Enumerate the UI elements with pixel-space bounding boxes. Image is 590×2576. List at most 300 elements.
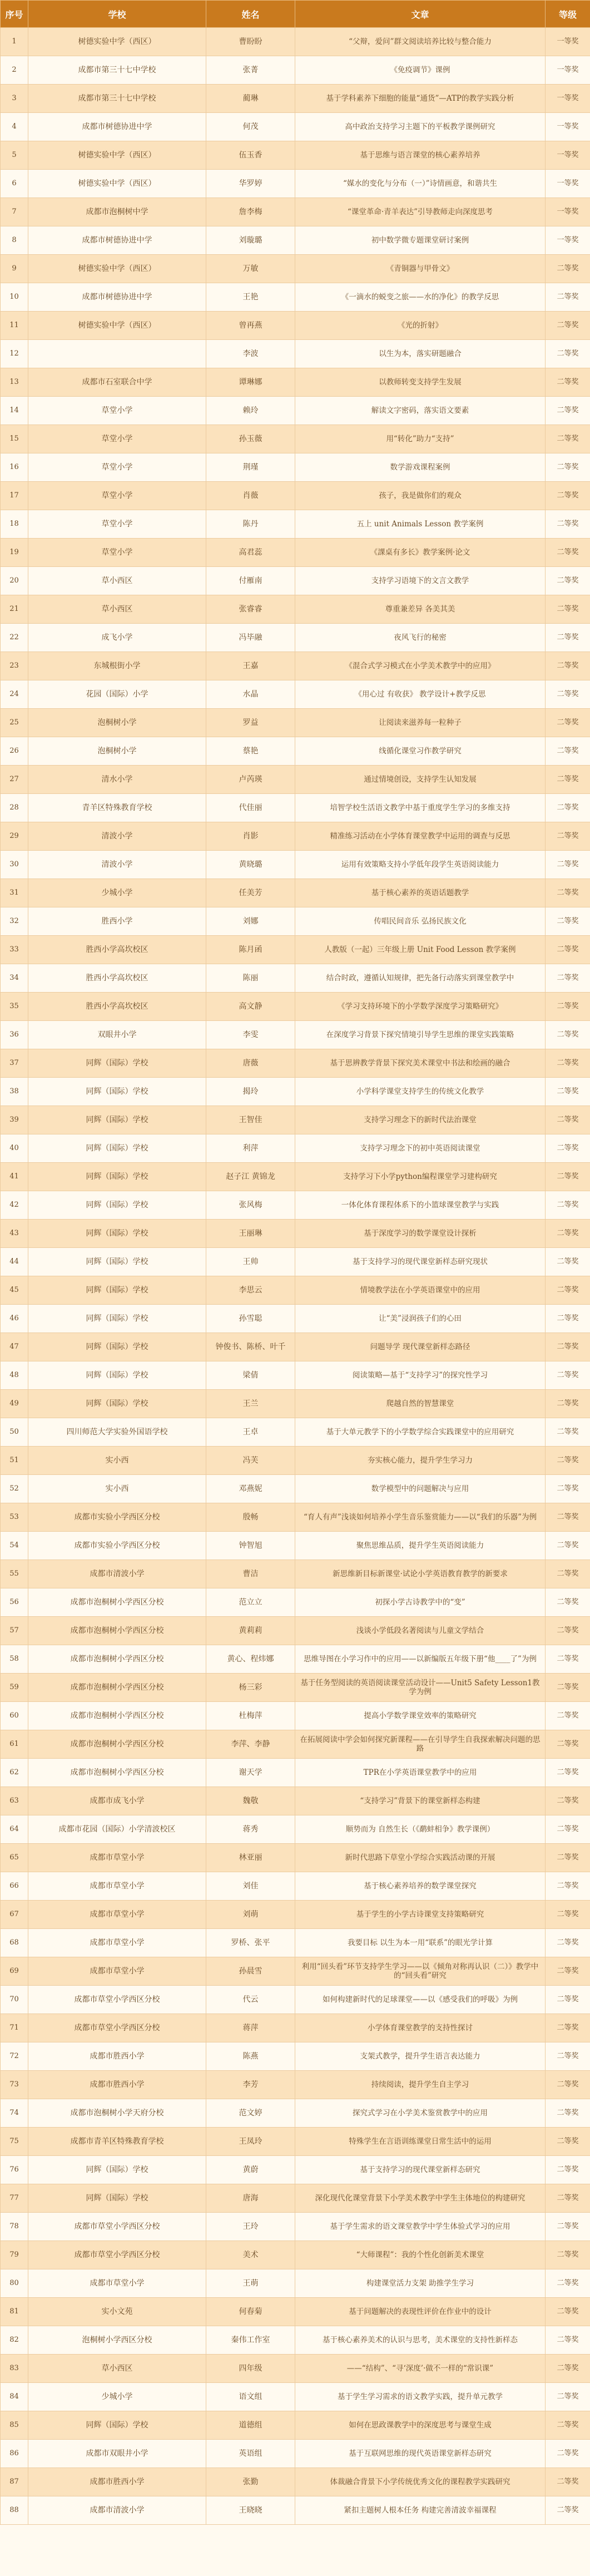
school-name: 成都市第三十七中学校 — [28, 56, 206, 85]
table-row — [1, 2440, 590, 2468]
person-name: 王智佳 — [206, 1106, 295, 1134]
table-row — [1, 851, 590, 879]
person-name: 万敏 — [206, 255, 295, 283]
row-number: 43 — [1, 1220, 28, 1248]
person-name: 王艳 — [206, 283, 295, 312]
award-level: 二等奖 — [546, 1787, 590, 1815]
table-row — [1, 1276, 590, 1305]
row-number: 17 — [1, 482, 28, 510]
school-name: 草堂小学 — [28, 510, 206, 539]
row-number: 29 — [1, 822, 28, 851]
header-school: 学校 — [28, 1, 206, 28]
school-name: 成都市花园（国际）小学清波校区 — [28, 1815, 206, 1844]
row-number: 60 — [1, 1702, 28, 1730]
table-row — [1, 2156, 590, 2184]
person-name: 王玲 — [206, 2213, 295, 2241]
school-name: 泡桐树小学 — [28, 737, 206, 766]
table-row — [1, 368, 590, 397]
table-row — [1, 510, 590, 539]
row-number: 16 — [1, 453, 28, 482]
school-name: 成都市草堂小学西区分校 — [28, 1986, 206, 2014]
award-level: 二等奖 — [546, 1730, 590, 1759]
person-name: 肖影 — [206, 822, 295, 851]
row-number: 36 — [1, 1021, 28, 1049]
person-name: 孙雪聪 — [206, 1305, 295, 1333]
table-row — [1, 1447, 590, 1475]
award-level: 二等奖 — [546, 2269, 590, 2298]
table-row — [1, 2468, 590, 2496]
school-name: 成都市草堂小学 — [28, 1929, 206, 1957]
article-title: 精准练习活动在小学体育课堂教学中运用的调查与反思 — [295, 822, 546, 851]
article-title: 以教师转变支持学生发展 — [295, 368, 546, 397]
person-name: 伍玉香 — [206, 141, 295, 170]
table-row — [1, 2128, 590, 2156]
article-title: 深化现代化课堂背景下小学美术教学中学生主体地位的构建研究 — [295, 2184, 546, 2213]
person-name: 李萍、李静 — [206, 1730, 295, 1759]
award-level: 二等奖 — [546, 595, 590, 624]
table-row — [1, 2042, 590, 2071]
person-name: 王帅 — [206, 1248, 295, 1276]
school-name: 同辉（国际）学校 — [28, 1106, 206, 1134]
school-name: 同辉（国际）学校 — [28, 1305, 206, 1333]
row-number: 25 — [1, 709, 28, 737]
table-row — [1, 1078, 590, 1106]
table-row — [1, 1503, 590, 1532]
article-title: 如何构建新时代的足球课堂——以《感受我们的呼吸》为例 — [295, 1986, 546, 2014]
person-name: 王丽琳 — [206, 1220, 295, 1248]
school-name: 成都市树德协进中学 — [28, 226, 206, 255]
row-number: 12 — [1, 340, 28, 368]
person-name: 钟智旭 — [206, 1532, 295, 1560]
article-title: 基于思辨教学背景下探究美术课堂中书法和绘画的融合 — [295, 1049, 546, 1078]
award-level: 二等奖 — [546, 1986, 590, 2014]
article-title: 基于思维与语言课堂的核心素养培养 — [295, 141, 546, 170]
row-number: 66 — [1, 1872, 28, 1901]
table-row — [1, 1674, 590, 1702]
school-name: 成都市成飞小学 — [28, 1787, 206, 1815]
article-title: 《学习支持环境下的小学数学深度学习策略研究》 — [295, 993, 546, 1021]
school-name: 青羊区特殊教育学校 — [28, 794, 206, 822]
school-name: 树德实验中学（西区） — [28, 28, 206, 56]
row-number: 87 — [1, 2468, 28, 2496]
person-name: 蒋萍 — [206, 2014, 295, 2042]
article-title: 思维导图在小学习作中的应用——以新编版五年级下册“他____了”为例 — [295, 1645, 546, 1674]
table-row — [1, 198, 590, 226]
award-level: 二等奖 — [546, 340, 590, 368]
person-name: 王兰 — [206, 1390, 295, 1418]
award-level: 二等奖 — [546, 936, 590, 964]
table-row — [1, 1702, 590, 1730]
award-level: 二等奖 — [546, 453, 590, 482]
school-name: 同辉（国际）学校 — [28, 1163, 206, 1191]
school-name: 草堂小学 — [28, 482, 206, 510]
award-level: 二等奖 — [546, 2298, 590, 2326]
table-row — [1, 2298, 590, 2326]
article-title: “育人有声”浅谈如何培养小学生音乐鉴赏能力——以“我们的乐器”为例 — [295, 1503, 546, 1532]
article-title: 问题导学 现代课堂新样态路径 — [295, 1333, 546, 1361]
article-title: 尊重兼差异 各美其美 — [295, 595, 546, 624]
article-title: 基于核心素养培养的数学课堂探究 — [295, 1872, 546, 1901]
person-name: 秦伟工作室 — [206, 2326, 295, 2355]
school-name: 成都市泡桐树小学西区分校 — [28, 1588, 206, 1617]
person-name: 罗桥、张平 — [206, 1929, 295, 1957]
award-level: 二等奖 — [546, 1901, 590, 1929]
row-number: 19 — [1, 539, 28, 567]
school-name: 四川师范大学实验外国语学校 — [28, 1418, 206, 1447]
row-number: 78 — [1, 2213, 28, 2241]
row-number: 64 — [1, 1815, 28, 1844]
row-number: 8 — [1, 226, 28, 255]
school-name: 草小西区 — [28, 2355, 206, 2383]
table-row — [1, 1220, 590, 1248]
row-number: 21 — [1, 595, 28, 624]
person-name: 罗益 — [206, 709, 295, 737]
row-number: 55 — [1, 1560, 28, 1588]
school-name: 清波小学 — [28, 822, 206, 851]
article-title: 培智学校生活语文教学中基于重度学生学习的多维支持 — [295, 794, 546, 822]
school-name — [28, 340, 206, 368]
article-title: 基于任务型阅读的英语阅读课堂活动设计——Unit5 Safety Lesson1教学为例 — [295, 1674, 546, 1702]
person-name: 英语组 — [206, 2440, 295, 2468]
person-name: 刘娜 — [206, 907, 295, 936]
school-name: 清水小学 — [28, 766, 206, 794]
row-number: 9 — [1, 255, 28, 283]
school-name: 胜西小学高坎校区 — [28, 993, 206, 1021]
award-level: 二等奖 — [546, 1049, 590, 1078]
school-name: 成都市草堂小学 — [28, 1872, 206, 1901]
award-level: 二等奖 — [546, 1418, 590, 1447]
award-level: 二等奖 — [546, 567, 590, 595]
article-title: 支持学习理念下的初中英语阅读课堂 — [295, 1134, 546, 1163]
school-name: 胜西小学高坎校区 — [28, 964, 206, 993]
row-number: 63 — [1, 1787, 28, 1815]
award-level: 二等奖 — [546, 425, 590, 453]
header-name: 姓名 — [206, 1, 295, 28]
person-name: 钟俊书、陈桥、叶千 — [206, 1333, 295, 1361]
school-name: 草堂小学 — [28, 539, 206, 567]
school-name: 同辉（国际）学校 — [28, 1248, 206, 1276]
award-level: 二等奖 — [546, 1702, 590, 1730]
table-row — [1, 1134, 590, 1163]
row-number: 50 — [1, 1418, 28, 1447]
row-number: 35 — [1, 993, 28, 1021]
table-row — [1, 993, 590, 1021]
school-name: 少城小学 — [28, 879, 206, 907]
row-number: 6 — [1, 170, 28, 198]
article-title: 体裁融合背景下小学传统优秀文化的课程教学实践研究 — [295, 2468, 546, 2496]
article-title: 阅读策略—基于“支持学习”的探究性学习 — [295, 1361, 546, 1390]
school-name: 成都市第三十七中学校 — [28, 85, 206, 113]
table-row — [1, 737, 590, 766]
school-name: 实小西 — [28, 1447, 206, 1475]
table-row — [1, 794, 590, 822]
person-name: 谭琳娜 — [206, 368, 295, 397]
article-title: 传唱民间音乐 弘扬民族文化 — [295, 907, 546, 936]
article-title: 支持学习语境下的文言文教学 — [295, 567, 546, 595]
award-level: 二等奖 — [546, 822, 590, 851]
table-row — [1, 2184, 590, 2213]
table-row — [1, 425, 590, 453]
article-title: 基于学科素养下细胞的能量“通货”—ATP的教学实践分析 — [295, 85, 546, 113]
person-name: 蔺琳 — [206, 85, 295, 113]
table-row — [1, 1333, 590, 1361]
award-level: 二等奖 — [546, 255, 590, 283]
row-number: 53 — [1, 1503, 28, 1532]
row-number: 13 — [1, 368, 28, 397]
row-number: 74 — [1, 2099, 28, 2128]
award-level: 二等奖 — [546, 1163, 590, 1191]
table-row — [1, 964, 590, 993]
school-name: 同辉（国际）学校 — [28, 1078, 206, 1106]
table-row — [1, 1021, 590, 1049]
person-name: 黄莉莉 — [206, 1617, 295, 1645]
person-name: 梁倩 — [206, 1361, 295, 1390]
row-number: 32 — [1, 907, 28, 936]
person-name: 范文婷 — [206, 2099, 295, 2128]
person-name: 陈丽 — [206, 964, 295, 993]
school-name: 胜西小学 — [28, 907, 206, 936]
award-level: 二等奖 — [546, 312, 590, 340]
person-name: 冯芙 — [206, 1447, 295, 1475]
row-number: 45 — [1, 1276, 28, 1305]
article-title: 浅谈小学低段名著阅读与儿童文学结合 — [295, 1617, 546, 1645]
table-row — [1, 340, 590, 368]
award-level: 二等奖 — [546, 1220, 590, 1248]
school-name: 成都市泡桐树小学西区分校 — [28, 1645, 206, 1674]
school-name: 草堂小学 — [28, 425, 206, 453]
school-name: 东城根街小学 — [28, 652, 206, 680]
award-level: 二等奖 — [546, 1674, 590, 1702]
award-level: 二等奖 — [546, 2355, 590, 2383]
row-number: 54 — [1, 1532, 28, 1560]
award-level: 二等奖 — [546, 2042, 590, 2071]
award-level: 二等奖 — [546, 766, 590, 794]
school-name: 树德实验中学（西区） — [28, 312, 206, 340]
table-row — [1, 2213, 590, 2241]
row-number: 1 — [1, 28, 28, 56]
table-row — [1, 2071, 590, 2099]
person-name: 刘璇璐 — [206, 226, 295, 255]
award-level: 二等奖 — [546, 397, 590, 425]
article-title: 探究式学习在小学美术鉴赏教学中的应用 — [295, 2099, 546, 2128]
award-level: 二等奖 — [546, 2071, 590, 2099]
person-name: 李思云 — [206, 1276, 295, 1305]
person-name: 唐海 — [206, 2184, 295, 2213]
header-title: 文章 — [295, 1, 546, 28]
table-row — [1, 1957, 590, 1986]
school-name: 成都市实验小学西区分校 — [28, 1532, 206, 1560]
school-name: 花园（国际）小学 — [28, 680, 206, 709]
article-title: 基于支持学习的现代课堂新样态研究现状 — [295, 1248, 546, 1276]
school-name: 成都市树德协进中学 — [28, 283, 206, 312]
person-name: 王晓晓 — [206, 2496, 295, 2525]
article-title: 提高小学数学课堂效率的策略研究 — [295, 1702, 546, 1730]
award-level: 二等奖 — [546, 2128, 590, 2156]
row-number: 37 — [1, 1049, 28, 1078]
article-title: 《混合式学习模式在小学美术教学中的应用》 — [295, 652, 546, 680]
table-row — [1, 680, 590, 709]
article-title: 基于学生学习需求的语文教学实践，提升单元教学 — [295, 2383, 546, 2411]
article-title: TPR在小学英语课堂教学中的应用 — [295, 1759, 546, 1787]
award-level: 二等奖 — [546, 1815, 590, 1844]
table-row — [1, 1901, 590, 1929]
school-name: 树德实验中学（西区） — [28, 141, 206, 170]
article-title: “父辩，爱问”群文阅读培养比较与整合能力 — [295, 28, 546, 56]
table-row — [1, 2241, 590, 2269]
article-title: 情境教学法在小学英语课堂中的应用 — [295, 1276, 546, 1305]
article-title: “支持学习”背景下的课堂新样态构建 — [295, 1787, 546, 1815]
table-row — [1, 2099, 590, 2128]
person-name: 揭玲 — [206, 1078, 295, 1106]
school-name: 成都市石室联合中学 — [28, 368, 206, 397]
person-name: 张勤 — [206, 2468, 295, 2496]
article-title: 人教版（一起）三年级上册 Unit Food Lesson 教学案例 — [295, 936, 546, 964]
row-number: 33 — [1, 936, 28, 964]
school-name: 草堂小学 — [28, 453, 206, 482]
row-number: 42 — [1, 1191, 28, 1220]
school-name: 成都市清波小学 — [28, 2496, 206, 2525]
row-number: 2 — [1, 56, 28, 85]
school-name: 成都市胜西小学 — [28, 2071, 206, 2099]
person-name: 陈燕 — [206, 2042, 295, 2071]
person-name: 黄心、程炜娜 — [206, 1645, 295, 1674]
person-name: 刘萌 — [206, 1901, 295, 1929]
award-level: 二等奖 — [546, 2383, 590, 2411]
row-number: 28 — [1, 794, 28, 822]
article-title: 在拓展阅读中学会如何探究新课程——在引导学生自我探索解决问题的思路 — [295, 1730, 546, 1759]
row-number: 15 — [1, 425, 28, 453]
article-title: 初中数学微专题课堂研讨案例 — [295, 226, 546, 255]
row-number: 72 — [1, 2042, 28, 2071]
table-body — [1, 28, 590, 2525]
row-number: 77 — [1, 2184, 28, 2213]
row-number: 18 — [1, 510, 28, 539]
person-name: 黄晓璐 — [206, 851, 295, 879]
header-row — [1, 1, 590, 28]
award-level: 二等奖 — [546, 1276, 590, 1305]
person-name: 高君蕊 — [206, 539, 295, 567]
table-row — [1, 1049, 590, 1078]
school-name: 同辉（国际）学校 — [28, 1191, 206, 1220]
table-row — [1, 1617, 590, 1645]
school-name: 成都市泡桐树小学西区分校 — [28, 1702, 206, 1730]
row-number: 26 — [1, 737, 28, 766]
table-row — [1, 1645, 590, 1674]
award-level: 二等奖 — [546, 1447, 590, 1475]
row-number: 71 — [1, 2014, 28, 2042]
award-level: 二等奖 — [546, 1333, 590, 1361]
row-number: 81 — [1, 2298, 28, 2326]
award-level: 二等奖 — [546, 1503, 590, 1532]
person-name: 王嘉 — [206, 652, 295, 680]
person-name: 任美芳 — [206, 879, 295, 907]
award-level: 二等奖 — [546, 1305, 590, 1333]
award-level: 二等奖 — [546, 2213, 590, 2241]
award-level: 二等奖 — [546, 539, 590, 567]
person-name: 赵子江 黄锦龙 — [206, 1163, 295, 1191]
school-name: 草小西区 — [28, 595, 206, 624]
award-level: 二等奖 — [546, 851, 590, 879]
award-level: 二等奖 — [546, 1617, 590, 1645]
article-title: 让阅读来滋养每一粒种子 — [295, 709, 546, 737]
school-name: 双眼井小学 — [28, 1021, 206, 1049]
row-number: 23 — [1, 652, 28, 680]
person-name: 冯毕融 — [206, 624, 295, 652]
award-level: 二等奖 — [546, 1532, 590, 1560]
award-level: 二等奖 — [546, 2496, 590, 2525]
person-name: 詹李梅 — [206, 198, 295, 226]
award-level: 二等奖 — [546, 2184, 590, 2213]
table-row — [1, 283, 590, 312]
school-name: 实小西 — [28, 1475, 206, 1503]
award-level: 二等奖 — [546, 2241, 590, 2269]
table-row — [1, 652, 590, 680]
person-name: 美术 — [206, 2241, 295, 2269]
award-level: 二等奖 — [546, 1844, 590, 1872]
school-name: 同辉（国际）学校 — [28, 1361, 206, 1390]
school-name: 同辉（国际）学校 — [28, 1276, 206, 1305]
table-row — [1, 1787, 590, 1815]
person-name: 蔡艳 — [206, 737, 295, 766]
school-name: 成都市草堂小学西区分校 — [28, 2213, 206, 2241]
article-title: 基于学生需求的语文课堂教学中学生体验式学习的应用 — [295, 2213, 546, 2241]
person-name: 荆瑾 — [206, 453, 295, 482]
table-row — [1, 170, 590, 198]
table-row — [1, 539, 590, 567]
article-title: “媒水的变化与分布（一）”诗情画意，和谐共生 — [295, 170, 546, 198]
article-title: 《課桌有多长》教学案例·论文 — [295, 539, 546, 567]
row-number: 84 — [1, 2383, 28, 2411]
row-number: 57 — [1, 1617, 28, 1645]
award-level: 二等奖 — [546, 510, 590, 539]
row-number: 59 — [1, 1674, 28, 1702]
row-number: 67 — [1, 1901, 28, 1929]
award-level: 二等奖 — [546, 283, 590, 312]
article-title: “大师课程”：我的个性化创新美术课堂 — [295, 2241, 546, 2269]
school-name: 泡桐树小学 — [28, 709, 206, 737]
row-number: 31 — [1, 879, 28, 907]
person-name: 赖玲 — [206, 397, 295, 425]
article-title: 基于核心素养的英语话题教学 — [295, 879, 546, 907]
award-level: 二等奖 — [546, 652, 590, 680]
person-name: 刘佳 — [206, 1872, 295, 1901]
table-row — [1, 255, 590, 283]
school-name: 同辉（国际）学校 — [28, 2184, 206, 2213]
person-name: 语文组 — [206, 2383, 295, 2411]
row-number: 22 — [1, 624, 28, 652]
award-level: 二等奖 — [546, 1645, 590, 1674]
table-row — [1, 56, 590, 85]
table-row — [1, 397, 590, 425]
article-title: 夜风飞行的秘密 — [295, 624, 546, 652]
row-number: 62 — [1, 1759, 28, 1787]
article-title: 支持学习理念下的新时代法治课堂 — [295, 1106, 546, 1134]
table-row — [1, 595, 590, 624]
article-title: 基于深度学习的数学课堂设计探析 — [295, 1220, 546, 1248]
article-title: 我要目标 以生为本一用“联系”的眼光学计算 — [295, 1929, 546, 1957]
row-number: 48 — [1, 1361, 28, 1390]
header-no: 序号 — [1, 1, 28, 28]
row-number: 70 — [1, 1986, 28, 2014]
row-number: 68 — [1, 1929, 28, 1957]
award-level: 二等奖 — [546, 1390, 590, 1418]
row-number: 49 — [1, 1390, 28, 1418]
row-number: 61 — [1, 1730, 28, 1759]
table-row — [1, 879, 590, 907]
award-level: 二等奖 — [546, 1191, 590, 1220]
person-name: 曹洁 — [206, 1560, 295, 1588]
article-title: 《免疫调节》课例 — [295, 56, 546, 85]
